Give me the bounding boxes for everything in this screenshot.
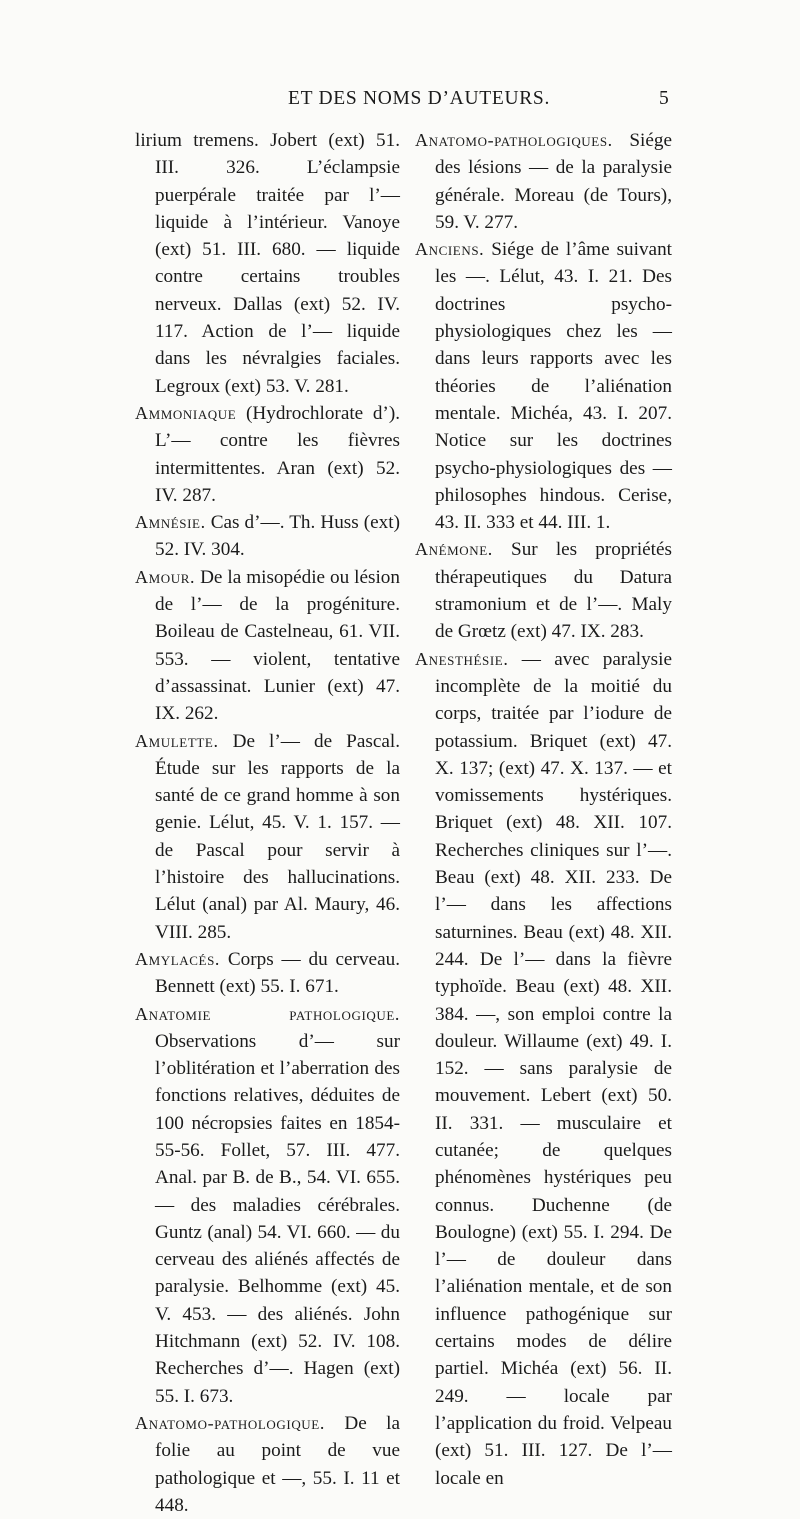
headword: Anciens. [415, 239, 485, 260]
headword: Anémone. [415, 539, 493, 560]
index-entry [135, 509, 400, 564]
headword: Anatomo-pathologique. [135, 1412, 325, 1433]
page-header [0, 88, 800, 118]
index-entry [135, 946, 400, 1001]
entry-text: De la folie au point de vue pathologique et —, 55. I. 11 et 448. [155, 1412, 400, 1516]
entry-text: Observations d’— sur l’oblitération et l’aberration des fonctions relatives, déduites de 100 nécropsies faites en 1854-55-56. Follet, 57. III. 477. Anal. par B. de B., 54. VI. 655. — des maladies cérébrales. Guntz (anal) 54. VI. 660. — du cerveau des aliénés affectés de paralysie. Belhomme (ext) 45. V. 453. — des aliénés. John Hitchmann (ext) 52. IV. 108. Recherches d’—. Hagen (ext) 55. I. 673. [155, 1030, 400, 1407]
right-column [415, 127, 672, 1492]
entry-text: lirium tremens. Jobert (ext) 51. III. 326. L’éclampsie puerpérale traitée par l’— liquide à l’intérieur. Vanoye (ext) 51. III. 680. — liquide contre certains troubles nerveux. Dallas (ext) 52. IV. 117. Action de l’— liquide dans les névralgies faciales. Legroux (ext) 53. V. 281. [135, 130, 400, 397]
headword: Amulette. [135, 730, 219, 751]
headword: Amour. [135, 566, 196, 587]
index-entry [135, 127, 400, 400]
page-number: 5 [659, 88, 669, 109]
entry-text: Siége des lésions — de la paralysie générale. Moreau (de Tours), 59. V. 277. [435, 130, 672, 233]
headword: Amnésie. [135, 512, 206, 533]
entry-text: Sur les propriétés thérapeutiques du Datura stramonium et de l’—. Maly de Grœtz (ext) 47. IX. 283. [435, 539, 672, 643]
entry-text: De la misopédie ou lésion de l’— de la progéniture. Boileau de Castelneau, 61. VII. 553. — violent, tentative d’assassinat. Lunier (ext) 47. IX. 262. [155, 566, 400, 725]
index-entry [415, 236, 672, 536]
headword: Amylacés. [135, 948, 221, 969]
index-entry [135, 400, 400, 509]
left-column [135, 127, 400, 1519]
index-entry [415, 646, 672, 1492]
entry-text: Corps — du cerveau. Bennett (ext) 55. I. 671. [155, 948, 400, 998]
entry-text: — avec paralysie incomplète de la moitié du corps, traitée par l’iodure de potassium. Briquet (ext) 47. X. 137; (ext) 47. X. 137. — et vomissements hystériques. Briquet (ext) 48. XII. 107. Recherches cliniques sur l’—. Beau (ext) 48. XII. 233. De l’— dans les affections saturnines. Beau (ext) 48. XII. 244. De l’— dans la fièvre typhoïde. Beau (ext) 48. XII. 384. —, son emploi contre la douleur. Willaume (ext) 49. I. 152. — sans paralysie de mouvement. Lebert (ext) 50. II. 331. — musculaire et cutanée; de quelques phénomènes hystériques peu connus. Duchenne (de Boulogne) (ext) 55. I. 294. De l’— de douleur dans l’aliénation mentale, et de son influence pathogénique sur certains modes de délire partiel. Michéa (ext) 56. II. 249. — locale par l’application du froid. Velpeau (ext) 51. III. 127. De l’— locale en [435, 648, 672, 1489]
index-entry [135, 1001, 400, 1410]
entry-text: (Hydrochlorate d’). L’— contre les fièvres intermittentes. Aran (ext) 52. IV. 287. [155, 402, 400, 506]
headword: Anatomie pathologique. [135, 1003, 400, 1024]
headword: Anesthésie. [415, 648, 509, 669]
entry-text: Siége de l’âme suivant les —. Lélut, 43. I. 21. Des doctrines psycho-physiologiques chez les — dans leurs rapports avec les théories de l’aliénation mentale. Michéa, 43. I. 207. Notice sur les doctrines psycho-physiologiques des — philosophes hindous. Cerise, 43. II. 333 et 44. III. 1. [435, 239, 672, 534]
headword: Ammoniaque [135, 402, 237, 423]
running-title: ET DES NOMS D’AUTEURS. [288, 88, 551, 109]
index-entry [415, 127, 672, 236]
index-entry [135, 564, 400, 728]
index-entry [135, 1410, 400, 1519]
entry-text: Cas d’—. Th. Huss (ext) 52. IV. 304. [155, 512, 400, 561]
entry-text: De l’— de Pascal. Étude sur les rapports de la santé de ce grand homme à son genie. Lélut, 45. V. 1. 157. — de Pascal pour servir à l’histoire des hallucinations. Lélut (anal) par Al. Maury, 46. VIII. 285. [155, 730, 400, 943]
index-entry [135, 728, 400, 946]
index-entry [415, 536, 672, 645]
headword: Anatomo-pathologiques. [415, 130, 613, 150]
